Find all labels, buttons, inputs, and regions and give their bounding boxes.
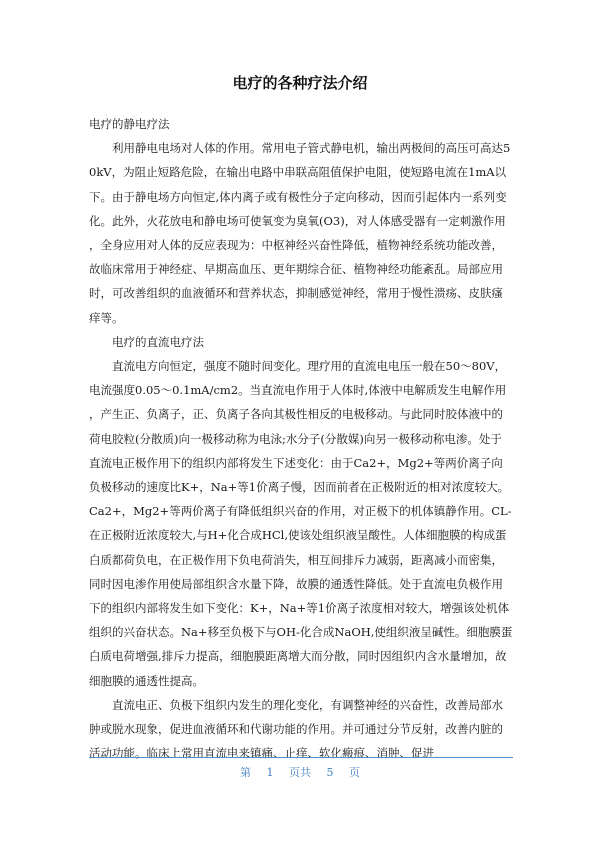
paragraph: 直流电正、负极下组织内发生的理化变化，有调整神经的兴奋性，改善局部水肿或脱水现象，促进血液循环和代谢功能的作用。并可通过分节反射，改善内脏的活动功能。临床上常用直流电来镇痛、止痒、软化瘢痕、消肿、促进 <box>89 697 503 761</box>
footer-page-suffix: 页 <box>349 766 360 779</box>
footer-page-mid: 页共 <box>289 766 311 779</box>
section-heading: 电疗的直流电疗法 <box>112 334 204 349</box>
section-heading: 电疗的静电疗法 <box>89 117 170 131</box>
footer-divider <box>89 757 513 758</box>
paragraph: 利用静电电场对人体的作用。常用电子管式静电机，输出两极间的高压可高达50kV，为阻止短路危险，在输出电路中串联高阻值保护电阻，使短路电流在1mA以下。由于静电场方向恒定,体内离子或有极性分子定向移动，因而引起体内一系列变化。此外，火花放电和静电场可使氧变为臭氧(O3)，对人体感受器有一定刺激作用，全身应用对人体的反应表现为：中枢神经兴奋性降低，植物神经系统功能改善，故临床常用于神经症、早期高血压、更年期综合征、植物神经功能紊乱。局部应用时，可改善组织的血液循环和营养状态，抑制感觉神经，常用于慢性溃疡、皮肤瘙痒等。 <box>89 141 511 325</box>
paragraph: 直流电方向恒定，强度不随时间变化。理疗用的直流电电压一般在50～80V，电流强度0.05～0.1mA/cm2。当直流电作用于人体时,体液中电解质发生电解作用，产生正、负离子，正、负离子各向其极性相反的电极移动。与此同时胶体液中的荷电胶粒(分散质)向一极移动称为电泳;水分子(分散媒)向另一极移动称电渗。处于直流电正极作用下的组织内部将发生下述变化：由于Ca2+，Mg2+等两价离子向负极移动的速度比K+，Na+等1价离子慢，因而前者在正极附近的相对浓度较大。Ca2+，Mg2+等两价离子有降低组织兴奋的作用，对正极下的机体镇静作用。CL-在正极附近浓度较大,与H+化合成HCl,使该处组织液呈酸性。人体细胞膜的构成蛋白质都荷负电，在正极作用下负电荷消失，相互间排斥力减弱，距离减小而密集，同时因电渗作用使局部组织含水量下降，故膜的通透性降低。处于直流电负极作用下的组织内部将发生如下变化：K+，Na+等1价离子浓度相对较大，增强该处机体组织的兴奋状态。Na+移至负极下与OH-化合成NaOH,使组织液呈碱性。细胞膜蛋白质电荷增强,排斥力提高，细胞膜距离增大而分散，同时因组织内含水量增加，故细胞膜的通透性提高。 <box>89 359 513 688</box>
page-footer <box>0 765 600 781</box>
footer-total-pages: 5 <box>326 766 334 779</box>
footer-page-prefix: 第 <box>240 766 251 779</box>
footer-current-page: 1 <box>266 766 274 779</box>
document-title: 电疗的各种疗法介绍 <box>232 74 368 92</box>
document-body <box>89 112 513 765</box>
